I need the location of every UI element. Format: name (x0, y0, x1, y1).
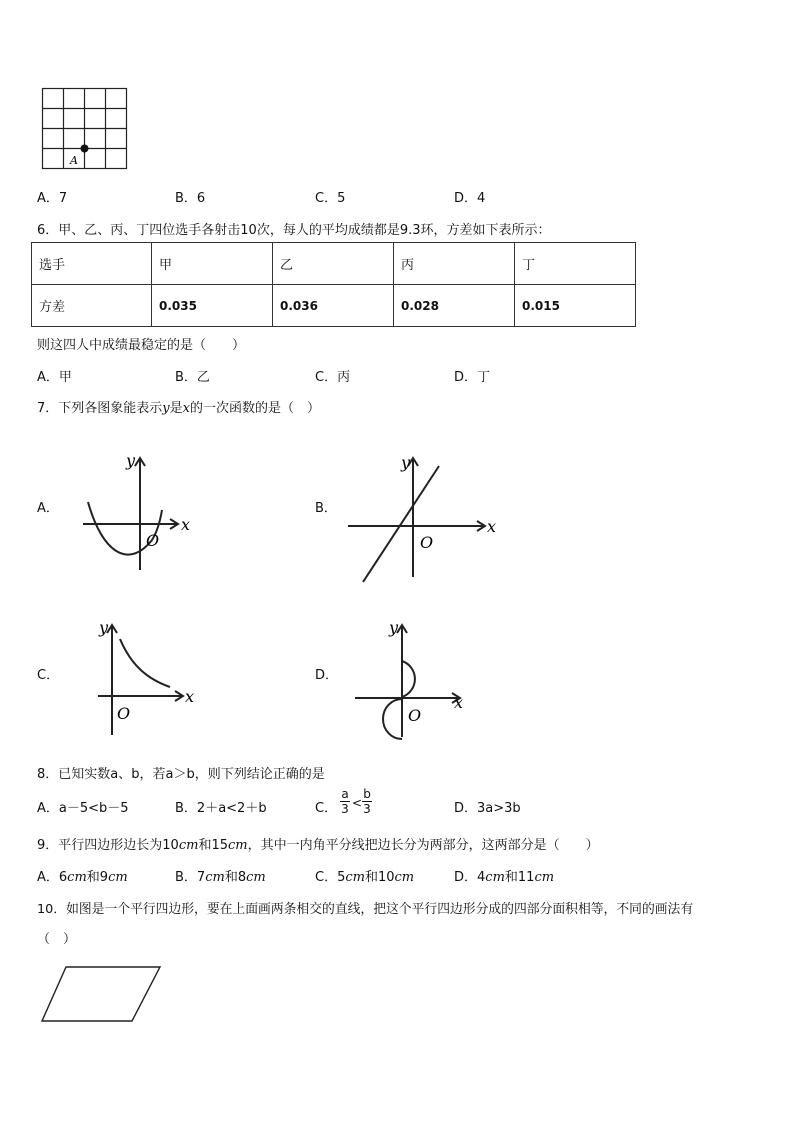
q6-stem: 6．甲、乙、丙、丁四位选手各射击10次，每人的平均成绩都是9.3环，方差如下表所示： (37, 223, 551, 238)
table-cell: 0.036 (273, 285, 394, 327)
q6-option-a: A．甲 (37, 370, 72, 385)
q8-option-b: B．2＋a<2＋b (175, 801, 267, 816)
q8-option-c-lt: < (352, 796, 363, 810)
graph-c (95, 617, 210, 737)
q7-label-c: C． (37, 668, 60, 683)
q10-stem: 10．如图是一个平行四边形，要在上面画两条相交的直线，把这个平行四边形分成的四部分面积相等，不同的画法有 (37, 902, 694, 917)
table-cell: 0.035 (152, 285, 273, 327)
graph-b-origin: O (420, 533, 434, 552)
graph-d-origin: O (408, 706, 422, 725)
table-cell: 0.015 (515, 285, 636, 327)
q5-option-b: B．6 (175, 191, 206, 206)
q9-stem: 9．平行四边形边长为10cm和15cm，其中一内角平分线把边长分为两部分，这两部分是（ ） (37, 838, 599, 853)
q10-paren: （ ） (37, 932, 77, 947)
q6-option-c: C．丙 (315, 370, 351, 385)
graph-b-x-label: x (487, 517, 497, 536)
grid-figure (42, 88, 132, 173)
q6-question: 则这四人中成绩最稳定的是（ ） (37, 338, 246, 353)
table-cell: 选手 (32, 243, 152, 285)
table-cell: 丙 (394, 243, 515, 285)
q8-option-d: D．3a>3b (454, 801, 521, 816)
grid-point-label: A (70, 154, 78, 167)
graph-c-y-label: y (99, 618, 109, 637)
graph-d-y-label: y (389, 618, 399, 637)
graph-b (345, 452, 505, 587)
q6-option-d: D．丁 (454, 370, 491, 385)
table-cell: 0.028 (394, 285, 515, 327)
q8-option-c-label: C． (315, 801, 338, 816)
variance-table (31, 242, 636, 327)
graph-a (80, 452, 200, 572)
q9-option-d: D．4cm和11cm (454, 870, 555, 885)
q8-stem: 8．已知实数a、b，若a＞b，则下列结论正确的是 (37, 767, 325, 782)
grid-point (81, 145, 89, 153)
table-cell: 乙 (273, 243, 394, 285)
q8-option-c-fraction-b: $\frac{b}{3}$ (363, 787, 371, 816)
q5-option-a: A．7 (37, 191, 68, 206)
q9-option-c: C．5cm和10cm (315, 870, 415, 885)
graph-b-y-label: y (401, 453, 411, 472)
q9-option-a: A．6cm和9cm (37, 870, 128, 885)
parallelogram-figure (40, 965, 165, 1025)
q5-option-d: D．4 (454, 191, 486, 206)
graph-a-y-label: y (126, 451, 136, 470)
q7-stem: 7．下列各图象能表示y是x的一次函数的是（ ） (37, 401, 321, 416)
table-row (32, 285, 636, 327)
table-row (32, 243, 636, 285)
q8-option-a: A．a－5<b－5 (37, 801, 129, 816)
table-cell: 甲 (152, 243, 273, 285)
q7-label-d: D． (315, 668, 339, 683)
q7-label-b: B． (315, 501, 337, 516)
graph-d (350, 617, 475, 747)
graph-d-x-label: x (454, 693, 464, 712)
graph-a-x-label: x (181, 515, 191, 534)
q6-option-b: B．乙 (175, 370, 210, 385)
q9-option-b: B．7cm和8cm (175, 870, 266, 885)
graph-c-origin: O (117, 704, 131, 723)
graph-a-origin: O (146, 531, 160, 550)
table-cell: 方差 (32, 285, 152, 327)
q8-option-c-fraction-a: $\frac{a}{3}$ (341, 787, 349, 816)
graph-c-x-label: x (185, 687, 195, 706)
q7-label-a: A． (37, 501, 59, 516)
q5-option-c: C．5 (315, 191, 346, 206)
table-cell: 丁 (515, 243, 636, 285)
